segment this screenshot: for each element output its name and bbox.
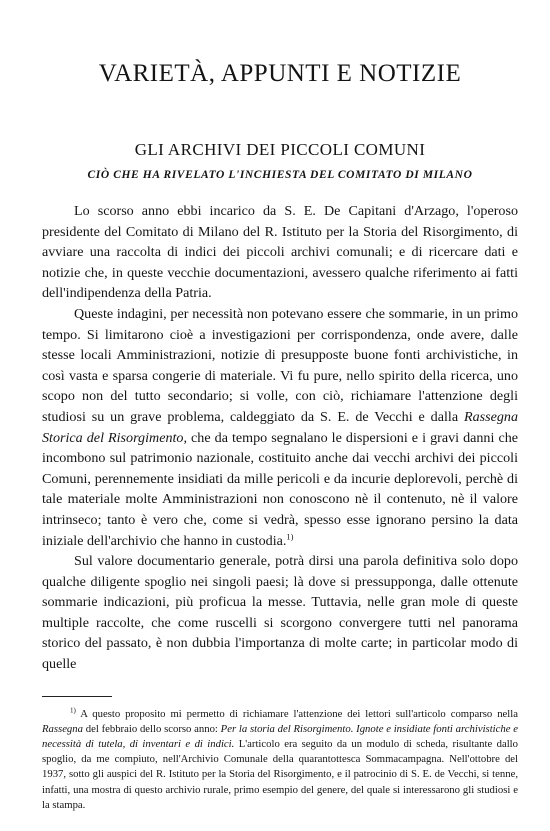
footnote-text-b: del febbraio dello scorso anno: (82, 722, 221, 735)
article-body (42, 201, 518, 675)
paragraph-1-text: Lo scorso anno ebbi incarico da S. E. De Capitani d'Arzago, l'operoso presidente del Comitato di Milano del R. Istituto per la Storia del Risorgimento, di avviare una raccolta di indici dei piccoli archivi comunali; e di ricercare dati e notizie che, in queste vecchie documentazioni, avessero qualche riferimento ai fatti dell'indipendenza della Patria. (42, 203, 518, 302)
paragraph-3 (42, 551, 518, 675)
footnote-reference: 1) (286, 530, 294, 541)
paragraph-3-text: Sul valore documentario generale, potrà dirsi una parola definitiva solo dopo qualche diligente spoglio nei singoli paesi; là dove si pressupponga, dalle ottenute sommarie indicazioni, più proficua la messe. Tuttavia, nelle gran mole di queste multiple raccolte, che come ruscelli si scorgono convergere tutti nel panorama storico del passato, è non dubbia l'importanza di molte carte; in particolar modo di quelle (42, 553, 518, 673)
section-title: VARIETÀ, APPUNTI E NOTIZIE (98, 60, 462, 87)
article-title: GLI ARCHIVI DEI PICCOLI COMUNI (134, 140, 426, 159)
footnote-divider (42, 696, 112, 697)
journal-title: Rassegna Storica del Risorgimento (42, 408, 518, 446)
footnote-marker: 1) (70, 706, 76, 715)
paragraph-2-text-b: , che da tempo segnalano le dispersioni e i gravi danni che incombono sul patrimonio nazionale, costituito anche dai vecchi archivi dei piccoli Comuni, perennemente insidiati da mille pericoli e da incurie deplorevoli, perchè di tale materiale molte Amministrazioni non conoscono nè il contenuto, nè il valore intrinseco; tanto è vero che, come si vedrà, spesso esse ignorano persino la data iniziale dell'archivio che hanno in custodia. (42, 429, 519, 549)
paragraph-2 (42, 304, 518, 551)
footnote (42, 707, 518, 813)
footnote-text-a: A questo proposito mi permetto di richiamare l'attenzione dei lettori sull'articolo comparso nella (80, 707, 518, 720)
footnote-text-c: L'articolo era seguito da un modulo di scheda, risultante dallo spoglio, da me compiuto, nell'Archivio Comunale della quarantottesca Sommacampagna. Nell'ottobre del 1937, sotto gli auspici del R. Istituto per la Storia del Risorgimento, e il patrocinio di S. E. de Vecchi, si tenne, infatti, una mostra di questo archivio rurale, primo esempio del genere, del quale si interessarono gli studiosi e la stampa. (42, 738, 518, 811)
paragraph-2-text-a: Queste indagini, per necessità non potevano essere che sommarie, in un primo tempo. Si limitarono cioè a investigazioni per corrispondenza, onde avere, dalle stesse locali Amministrazioni, notizie di presupposte buone fonti archivistiche, in così vasta e sparsa congerie di materiale. Vi fu pure, nello spirito della ricerca, uno scopo non del tutto secondario; si volle, con ciò, richiamare l'attenzione degli studiosi su un grave problema, caldeggiato da S. E. de Vecchi e dalla (42, 305, 518, 425)
article-subtitle: CIÒ CHE HA RIVELATO L'INCHIESTA DEL COMITATO DI MILANO (87, 169, 473, 181)
footnote-journal: Rassegna (42, 722, 83, 735)
footnote-article-title: Per la storia del Risorgimento. Ignote e insidiate fonti archivistiche e necessità di tutela, di inventari e di indici. (42, 722, 518, 751)
paragraph-1 (42, 201, 518, 304)
